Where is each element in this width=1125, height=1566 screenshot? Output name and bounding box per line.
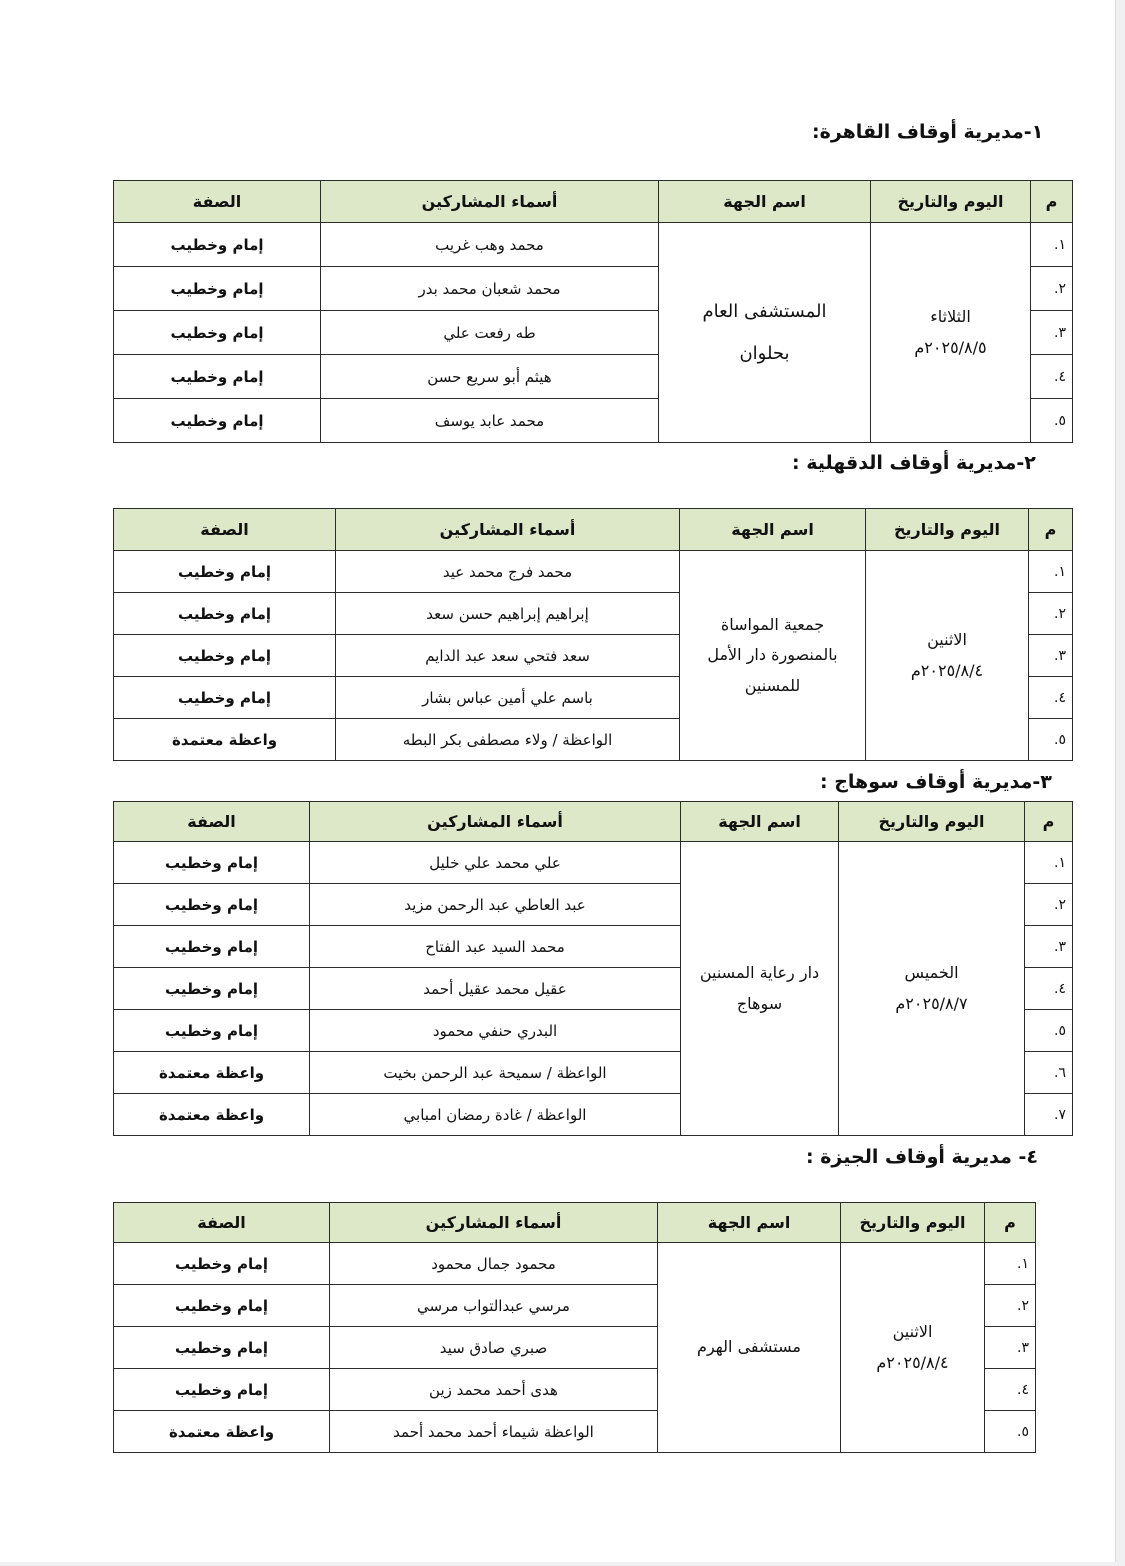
participant-name: محمد فرج محمد عيد xyxy=(336,551,680,593)
row-number: ٣. xyxy=(1029,635,1073,677)
place-line: بالمنصورة دار الأمل xyxy=(707,645,838,665)
row-number: ١. xyxy=(985,1243,1036,1285)
participant-name: صبري صادق سيد xyxy=(330,1327,658,1369)
participant-role: إمام وخطيب xyxy=(114,842,310,884)
participant-name: طه رفعت علي xyxy=(321,311,659,355)
row-number: ٥. xyxy=(1031,399,1073,443)
table-row xyxy=(114,551,1073,593)
row-number: ٤. xyxy=(1029,677,1073,719)
row-number: ٤. xyxy=(985,1369,1036,1411)
header-date: اليوم والتاريخ xyxy=(839,802,1025,842)
participant-role: إمام وخطيب xyxy=(114,399,321,443)
participants-table xyxy=(113,801,1073,1136)
event-place-cell xyxy=(658,1243,841,1453)
participant-name: الواعظة / سميحة عبد الرحمن بخيت xyxy=(310,1052,681,1094)
row-number: ١. xyxy=(1031,223,1073,267)
participant-name: الواعظة / غادة رمضان امبابي xyxy=(310,1094,681,1136)
row-number: ٥. xyxy=(1025,1010,1073,1052)
header-num: م xyxy=(1025,802,1073,842)
table-row xyxy=(114,223,1073,267)
participant-role: إمام وخطيب xyxy=(114,593,336,635)
row-number: ٥. xyxy=(1029,719,1073,761)
header-names: أسماء المشاركين xyxy=(336,509,680,551)
section-heading: ٤- مديرية أوقاف الجيزة : xyxy=(806,1146,1039,1168)
participants-table xyxy=(113,508,1073,761)
place-line: بحلوان xyxy=(739,342,790,364)
header-date: اليوم والتاريخ xyxy=(866,509,1029,551)
participant-name: البدري حنفي محمود xyxy=(310,1010,681,1052)
participant-name: سعد فتحي سعد عبد الدايم xyxy=(336,635,680,677)
participant-name: الواعظة شيماء أحمد محمد أحمد xyxy=(330,1411,658,1453)
header-role: الصفة xyxy=(114,509,336,551)
place-line: مستشفى الهرم xyxy=(697,1337,801,1357)
row-number: ٢. xyxy=(1029,593,1073,635)
header-role: الصفة xyxy=(114,181,321,223)
participant-name: عبد العاطي عبد الرحمن مزيد xyxy=(310,884,681,926)
row-number: ٢. xyxy=(1025,884,1073,926)
participant-role: إمام وخطيب xyxy=(114,1327,330,1369)
header-role: الصفة xyxy=(114,1203,330,1243)
participant-role: واعظة معتمدة xyxy=(114,719,336,761)
header-date: اليوم والتاريخ xyxy=(841,1203,985,1243)
row-number: ٣. xyxy=(985,1327,1036,1369)
row-number: ٧. xyxy=(1025,1094,1073,1136)
header-date: اليوم والتاريخ xyxy=(871,181,1031,223)
row-number: ٢. xyxy=(1031,267,1073,311)
header-names: أسماء المشاركين xyxy=(330,1203,658,1243)
header-names: أسماء المشاركين xyxy=(310,802,681,842)
row-number: ٣. xyxy=(1025,926,1073,968)
participant-name: عقيل محمد عقيل أحمد xyxy=(310,968,681,1010)
event-date-cell xyxy=(866,551,1029,761)
participant-role: إمام وخطيب xyxy=(114,223,321,267)
participant-role: إمام وخطيب xyxy=(114,884,310,926)
participant-role: إمام وخطيب xyxy=(114,1369,330,1411)
header-num: م xyxy=(1031,181,1073,223)
section-heading: ١-مديرية أوقاف القاهرة: xyxy=(812,121,1044,143)
participant-role: إمام وخطيب xyxy=(114,677,336,719)
participant-name: محمد السيد عبد الفتاح xyxy=(310,926,681,968)
place-line: المستشفى العام xyxy=(702,301,827,323)
row-number: ١. xyxy=(1025,842,1073,884)
row-number: ٤. xyxy=(1025,968,1073,1010)
table-row xyxy=(114,1243,1036,1285)
participant-role: إمام وخطيب xyxy=(114,1010,310,1052)
header-place: اسم الجهة xyxy=(680,509,866,551)
header-place: اسم الجهة xyxy=(681,802,839,842)
event-date-cell xyxy=(871,223,1031,443)
event-day: الثلاثاء xyxy=(930,307,971,327)
section-heading: ٣-مديرية أوقاف سوهاج : xyxy=(820,771,1052,793)
place-line: سوهاج xyxy=(736,993,783,1013)
participant-role: إمام وخطيب xyxy=(114,551,336,593)
participant-role: إمام وخطيب xyxy=(114,968,310,1010)
participant-name: باسم علي أمين عباس بشار xyxy=(336,677,680,719)
participant-role: إمام وخطيب xyxy=(114,926,310,968)
participant-name: محمد وهب غريب xyxy=(321,223,659,267)
participant-name: علي محمد علي خليل xyxy=(310,842,681,884)
row-number: ١. xyxy=(1029,551,1073,593)
participant-name: هيثم أبو سريع حسن xyxy=(321,355,659,399)
header-place: اسم الجهة xyxy=(659,181,871,223)
participant-name: محمد عابد يوسف xyxy=(321,399,659,443)
row-number: ٣. xyxy=(1031,311,1073,355)
event-day: الاثنين xyxy=(927,630,967,650)
participants-table xyxy=(113,180,1073,443)
participant-name: هدى أحمد محمد زين xyxy=(330,1369,658,1411)
participant-role: إمام وخطيب xyxy=(114,1285,330,1327)
participant-role: إمام وخطيب xyxy=(114,267,321,311)
place-line: جمعية المواساة xyxy=(720,614,825,634)
place-line: دار رعاية المسنين xyxy=(699,963,820,983)
section-heading: ٢-مديرية أوقاف الدقهلية : xyxy=(792,452,1036,474)
table-row xyxy=(114,842,1073,884)
participant-role: إمام وخطيب xyxy=(114,355,321,399)
row-number: ٢. xyxy=(985,1285,1036,1327)
event-date-cell xyxy=(841,1243,985,1453)
participant-role: إمام وخطيب xyxy=(114,635,336,677)
header-names: أسماء المشاركين xyxy=(321,181,659,223)
event-day: الخميس xyxy=(904,963,959,983)
header-place: اسم الجهة xyxy=(658,1203,841,1243)
event-day: الاثنين xyxy=(892,1322,933,1342)
event-place-cell xyxy=(659,223,871,443)
event-place-cell xyxy=(680,551,866,761)
participants-table xyxy=(113,1202,1036,1453)
header-num: م xyxy=(985,1203,1036,1243)
event-date: ٢٠٢٥/٨/٤م xyxy=(876,1352,949,1372)
row-number: ٦. xyxy=(1025,1052,1073,1094)
event-date: ٢٠٢٥/٨/٥م xyxy=(914,337,987,357)
participant-role: إمام وخطيب xyxy=(114,1243,330,1285)
event-place-cell xyxy=(681,842,839,1136)
place-line: للمسنين xyxy=(744,675,801,695)
participant-role: واعظة معتمدة xyxy=(114,1094,310,1136)
header-role: الصفة xyxy=(114,802,310,842)
participant-role: إمام وخطيب xyxy=(114,311,321,355)
row-number: ٤. xyxy=(1031,355,1073,399)
participant-name: محمود جمال محمود xyxy=(330,1243,658,1285)
participant-role: واعظة معتمدة xyxy=(114,1052,310,1094)
participant-name: محمد شعبان محمد بدر xyxy=(321,267,659,311)
participant-role: واعظة معتمدة xyxy=(114,1411,330,1453)
event-date-cell xyxy=(839,842,1025,1136)
participant-name: الواعظة / ولاء مصطفى بكر البطه xyxy=(336,719,680,761)
row-number: ٥. xyxy=(985,1411,1036,1453)
event-date: ٢٠٢٥/٨/٧م xyxy=(895,993,968,1013)
event-date: ٢٠٢٥/٨/٤م xyxy=(910,660,984,680)
participant-name: مرسي عبدالتواب مرسي xyxy=(330,1285,658,1327)
header-num: م xyxy=(1029,509,1073,551)
participant-name: إبراهيم إبراهيم حسن سعد xyxy=(336,593,680,635)
